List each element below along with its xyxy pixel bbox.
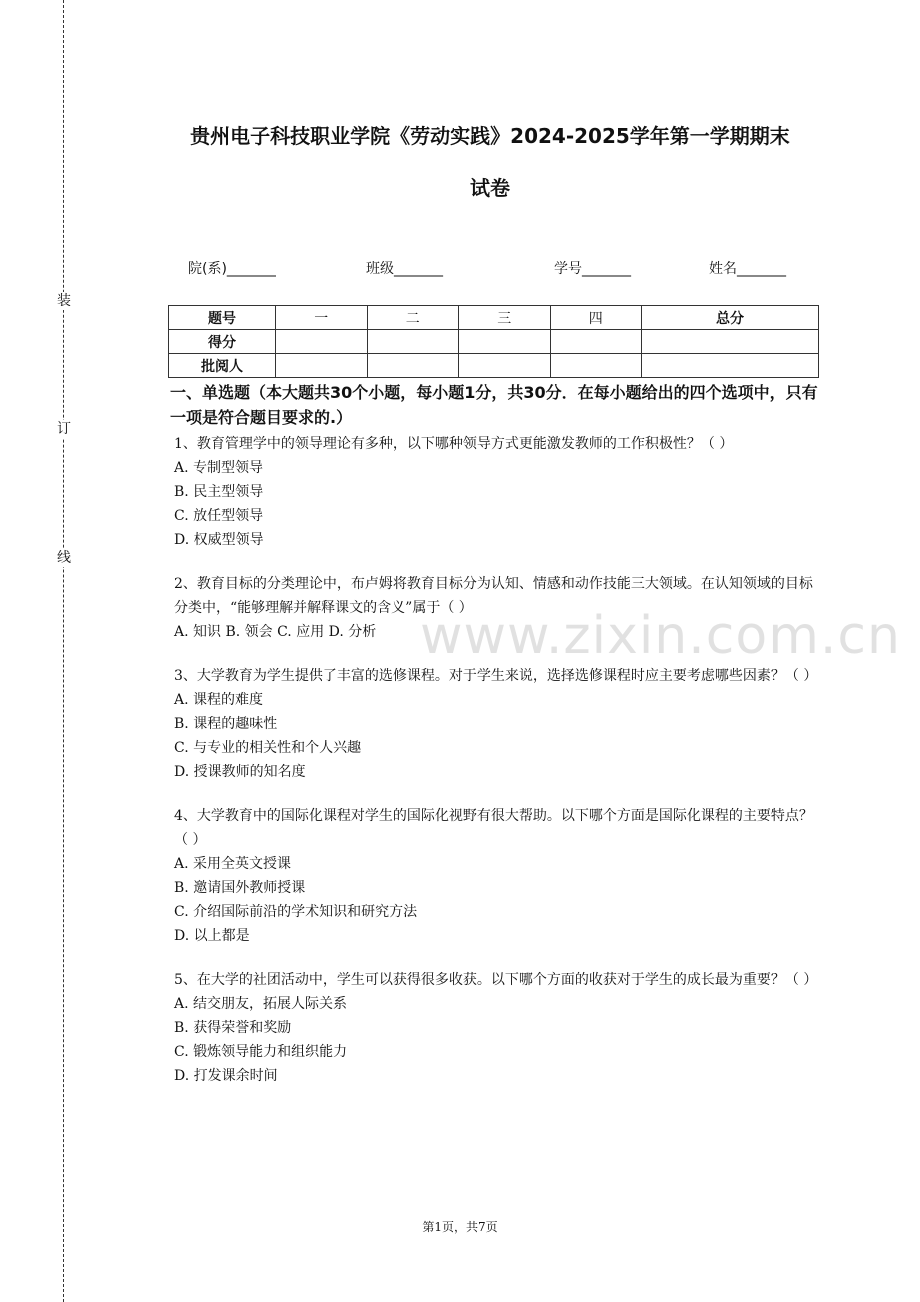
score-table-row: [169, 354, 819, 378]
score-cell[interactable]: [550, 354, 642, 378]
exam-title-line2: 试卷: [470, 176, 510, 200]
question-option[interactable]: D. 打发课余时间: [174, 1068, 278, 1084]
question-option[interactable]: C. 介绍国际前沿的学术知识和研究方法: [174, 904, 418, 920]
page-footer: 第1页，共7页: [422, 1220, 498, 1234]
score-cell[interactable]: [459, 330, 551, 354]
score-header-cell: 题号: [169, 306, 276, 330]
score-cell[interactable]: [367, 330, 459, 354]
question-option[interactable]: B. 民主型领导: [174, 484, 264, 500]
question-option[interactable]: C. 锻炼领导能力和组织能力: [174, 1044, 348, 1060]
question-option[interactable]: B. 邀请国外教师授课: [174, 880, 306, 896]
score-cell[interactable]: [459, 354, 551, 378]
question-item: [174, 432, 820, 552]
score-cell[interactable]: [276, 354, 368, 378]
question-stem: 3、大学教育为学生提供了丰富的选修课程。对于学生来说，选择选修课程时应主要考虑哪些因素？（ ）: [174, 668, 818, 684]
question-stem: 4、大学教育中的国际化课程对学生的国际化视野有很大帮助。以下哪个方面是国际化课程的主要特点？（ ）: [174, 808, 813, 848]
question-item: [174, 664, 820, 784]
question-option[interactable]: A. 知识 B. 领会 C. 应用 D. 分析: [174, 624, 377, 640]
section-title: 一、单选题（本大题共30个小题，每小题1分，共30分．在每小题给出的四个选项中，只有一项是符合题目要求的.）: [170, 383, 818, 427]
question-stem: 1、教育管理学中的领导理论有多种，以下哪种领导方式更能激发教师的工作积极性？（ ）: [174, 436, 734, 452]
question-option[interactable]: A. 课程的难度: [174, 692, 264, 708]
question-option[interactable]: C. 与专业的相关性和个人兴趣: [174, 740, 362, 756]
binding-char-ding: 订: [57, 421, 71, 437]
question-option[interactable]: D. 以上都是: [174, 928, 250, 944]
score-table-row: [169, 330, 819, 354]
question-item: [174, 968, 820, 1088]
score-cell[interactable]: [642, 330, 819, 354]
question-option[interactable]: A. 结交朋友，拓展人际关系: [174, 996, 348, 1012]
score-table: [168, 305, 819, 378]
exam-title-line1: 贵州电子科技职业学院《劳动实践》2024-2025学年第一学期期末: [190, 124, 790, 148]
score-header-cell: 三: [459, 306, 551, 330]
score-cell[interactable]: [367, 354, 459, 378]
score-cell[interactable]: [550, 330, 642, 354]
question-option[interactable]: B. 获得荣誉和奖励: [174, 1020, 292, 1036]
score-header-cell: 一: [276, 306, 368, 330]
exam-title: [160, 110, 820, 214]
score-header-cell: 总分: [642, 306, 819, 330]
question-item: [174, 804, 820, 948]
question-option[interactable]: C. 放任型领导: [174, 508, 264, 524]
question-option[interactable]: D. 权威型领导: [174, 532, 264, 548]
score-row-label: 批阅人: [169, 354, 276, 378]
score-row-label: 得分: [169, 330, 276, 354]
score-table-header-row: [169, 306, 819, 330]
binding-char-xian: 线: [57, 550, 71, 566]
question-stem: 5、在大学的社团活动中，学生可以获得很多收获。以下哪个方面的收获对于学生的成长最为重要？（ ）: [174, 972, 818, 988]
student-info-row: [0, 258, 920, 280]
binding-dashed-line: [63, 0, 64, 1302]
binding-char-zhuang: 装: [57, 293, 71, 309]
dept-field[interactable]: 院(系)_______: [188, 261, 276, 277]
name-field[interactable]: 姓名_______: [709, 261, 786, 277]
question-option[interactable]: B. 课程的趣味性: [174, 716, 278, 732]
question-option[interactable]: A. 专制型领导: [174, 460, 264, 476]
exam-content: [170, 380, 820, 1088]
question-option[interactable]: D. 授课教师的知名度: [174, 764, 306, 780]
score-header-cell: 四: [550, 306, 642, 330]
class-field[interactable]: 班级_______: [366, 261, 443, 277]
question-option[interactable]: A. 采用全英文授课: [174, 856, 292, 872]
score-header-cell: 二: [367, 306, 459, 330]
student-id-field[interactable]: 学号_______: [554, 261, 631, 277]
score-cell[interactable]: [642, 354, 819, 378]
watermark: www.zixin.com.cn: [420, 606, 901, 666]
score-cell[interactable]: [276, 330, 368, 354]
question-stem: 2、教育目标的分类理论中，布卢姆将教育目标分为认知、情感和动作技能三大领域。在认知领域的目标分类中，“能够理解并解释课文的含义”属于（ ）: [174, 576, 813, 616]
